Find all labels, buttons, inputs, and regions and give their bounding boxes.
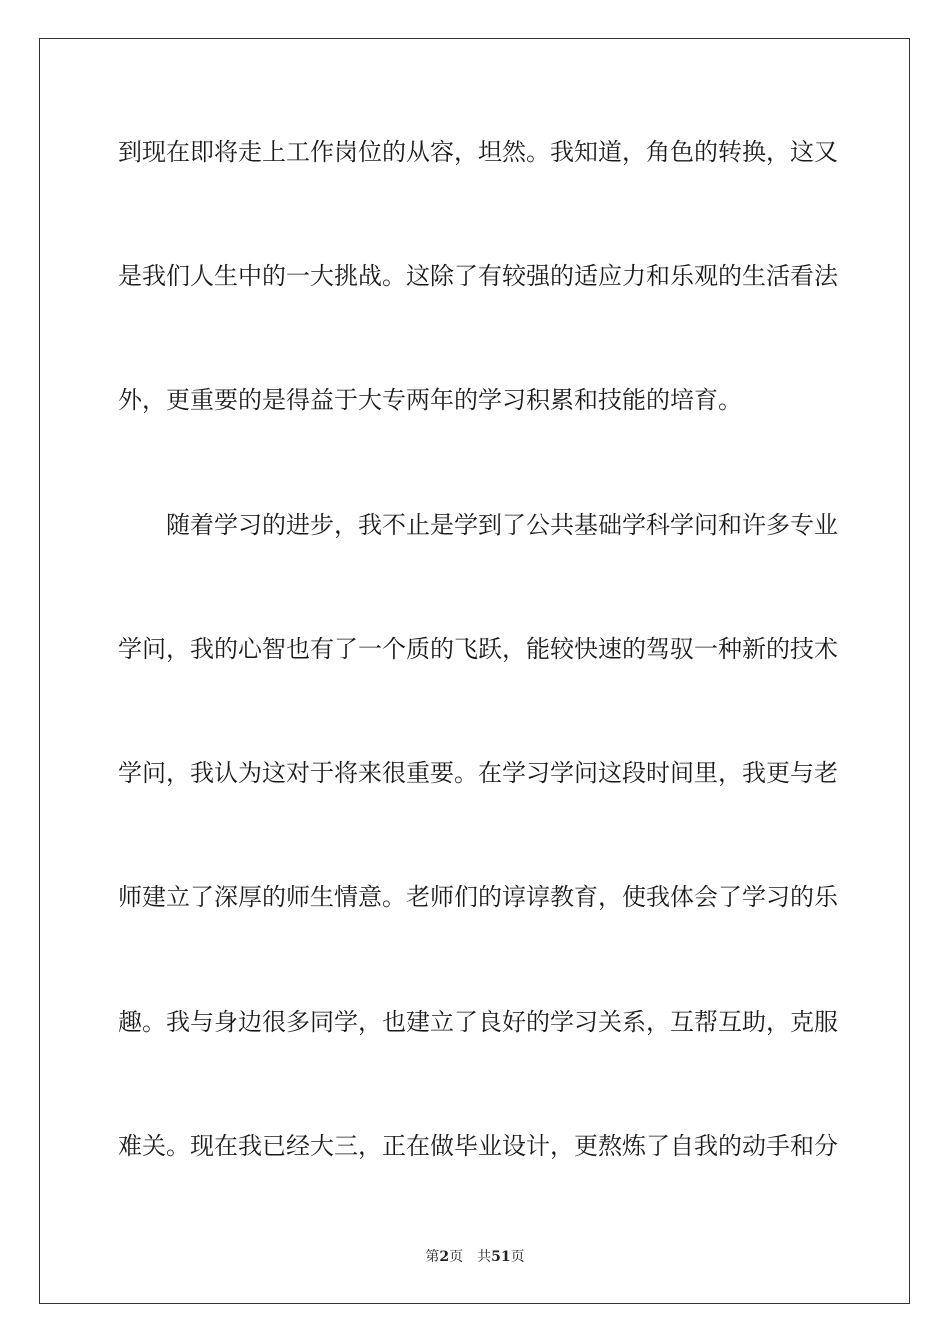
paragraph-1-line-1: 到现在即将走上工作岗位的从容，坦然。我知道，角色的转换，这又 xyxy=(118,138,838,166)
total-pages: 51 xyxy=(491,1249,511,1265)
paragraph-2-line-3: 学问，我认为这对于将来很重要。在学习学问这段时间里，我更与老 xyxy=(118,759,838,787)
paragraph-1-line-3: 外，更重要的是得益于大专两年的学习积累和技能的培育。 xyxy=(118,386,742,414)
page-footer xyxy=(0,1248,950,1266)
paragraph-2-line-2: 学问，我的心智也有了一个质的飞跃，能较快速的驾驭一种新的技术 xyxy=(118,635,838,663)
page-prefix: 第 xyxy=(425,1249,440,1265)
total-prefix: 共 xyxy=(477,1249,492,1265)
paragraph-2-line-1: 随着学习的进步，我不止是学到了公共基础学科学问和许多专业 xyxy=(166,511,838,539)
paragraph-2-line-5: 趣。我与身边很多同学，也建立了良好的学习关系，互帮互助，克服 xyxy=(118,1008,838,1036)
page-border xyxy=(39,38,910,1304)
page-suffix: 页 xyxy=(449,1249,464,1265)
paragraph-1-line-2: 是我们人生中的一大挑战。这除了有较强的适应力和乐观的生活看法 xyxy=(118,262,838,290)
page-number: 2 xyxy=(439,1249,450,1265)
paragraph-2-line-4: 师建立了深厚的师生情意。老师们的谆谆教育，使我体会了学习的乐 xyxy=(118,883,838,911)
total-suffix: 页 xyxy=(510,1249,525,1265)
paragraph-2-line-6: 难关。现在我已经大三，正在做毕业设计，更熬炼了自我的动手和分 xyxy=(118,1132,838,1160)
